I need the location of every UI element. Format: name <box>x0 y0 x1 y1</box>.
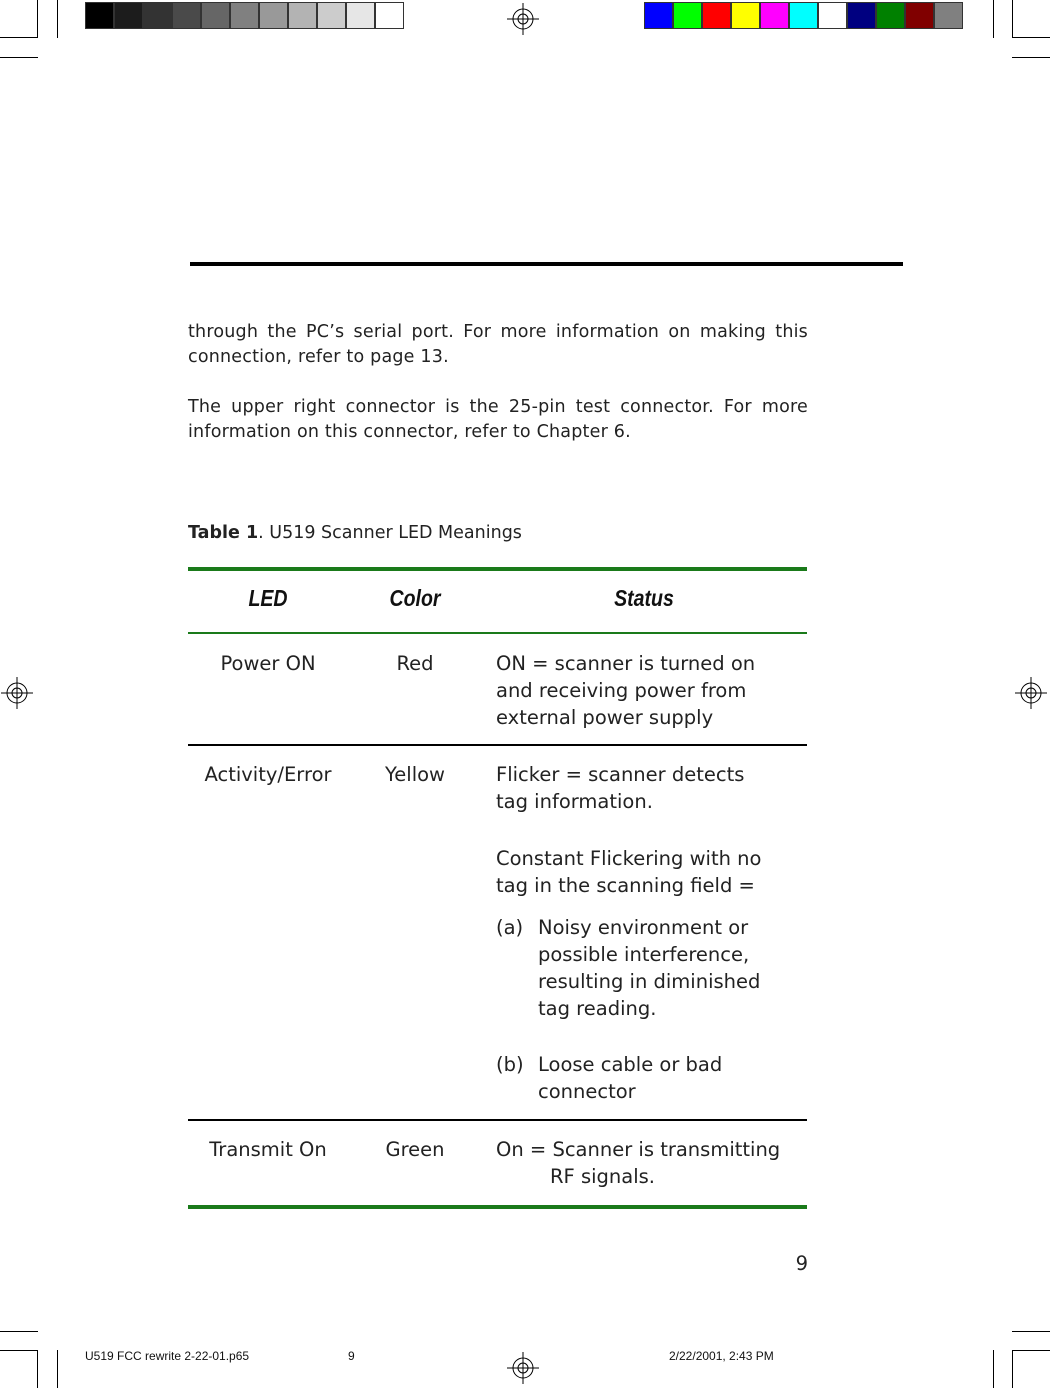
crop-mark <box>1012 0 1013 38</box>
status-list-item <box>496 914 806 1022</box>
color-swatch <box>644 2 673 29</box>
registration-mark-icon <box>507 3 539 35</box>
color-swatch <box>789 2 818 29</box>
page-number: 9 <box>795 1252 808 1275</box>
table-cell-status: ON = scanner is turned on and receiving power from external power supply <box>496 652 756 729</box>
table-header-rule <box>188 632 807 634</box>
crop-mark <box>0 57 38 58</box>
crop-mark <box>0 1331 38 1332</box>
color-swatch <box>934 2 963 29</box>
list-item-text: Noisy environment or possible interference, resulting in diminished tag reading. <box>538 916 761 1020</box>
color-swatch <box>346 2 375 29</box>
crop-mark <box>0 37 38 38</box>
color-swatch <box>905 2 934 29</box>
crop-mark <box>993 1350 994 1388</box>
crop-mark <box>37 0 38 38</box>
table-cell-status-detail: Constant Flickering with no tag in the scanning field = <box>496 847 762 897</box>
table-bottom-rule <box>188 1205 807 1209</box>
table-cell-color: Green <box>385 1138 445 1161</box>
crop-mark <box>1012 37 1050 38</box>
color-swatch <box>172 2 201 29</box>
table-cell-status-cont: RF signals. <box>550 1165 656 1188</box>
footer-datetime: 2/22/2001, 2:43 PM <box>669 1349 774 1363</box>
color-swatch <box>259 2 288 29</box>
color-swatch <box>818 2 847 29</box>
table-cell-led: Transmit On <box>209 1138 327 1161</box>
color-swatch <box>731 2 760 29</box>
color-swatch <box>847 2 876 29</box>
table-cell-status: Flicker = scanner detects tag information. <box>496 763 745 813</box>
registration-mark-icon <box>507 1352 539 1384</box>
color-swatch <box>85 2 114 29</box>
crop-mark <box>1012 1350 1013 1388</box>
color-swatch <box>143 2 172 29</box>
footer-file-name: U519 FCC rewrite 2-22-01.p65 <box>85 1349 250 1363</box>
table-top-rule <box>188 567 807 571</box>
color-swatch <box>673 2 702 29</box>
color-swatch <box>201 2 230 29</box>
header-rule <box>190 262 903 266</box>
status-list-item <box>496 1051 806 1105</box>
list-marker: (a) <box>496 916 524 939</box>
footer-page: 9 <box>348 1349 355 1363</box>
table-cell-color: Yellow <box>384 763 446 786</box>
header-color: Color <box>389 585 441 611</box>
color-swatch <box>760 2 789 29</box>
crop-mark <box>57 0 58 38</box>
table-cell-status: On = Scanner is transmitting <box>496 1138 781 1161</box>
row-divider <box>188 744 807 746</box>
color-swatch <box>114 2 143 29</box>
process-color-bar <box>644 2 963 29</box>
table-caption-label: Table 1 <box>188 523 259 543</box>
grayscale-color-bar <box>85 2 404 29</box>
table-cell-led: Activity/Error <box>204 763 332 786</box>
body-paragraph: The upper right connector is the 25-pin test connector. For more information on this connector, refer to Chapter 6. <box>188 397 808 442</box>
registration-mark-icon <box>1015 677 1047 709</box>
registration-mark-icon <box>1 677 33 709</box>
crop-mark <box>57 1350 58 1388</box>
crop-mark <box>1012 1350 1050 1351</box>
crop-mark <box>37 1350 38 1388</box>
crop-mark <box>0 1350 38 1351</box>
row-divider <box>188 1119 807 1121</box>
list-marker: (b) <box>496 1053 524 1076</box>
color-swatch <box>317 2 346 29</box>
color-swatch <box>702 2 731 29</box>
table-cell-led: Power ON <box>220 652 316 675</box>
color-swatch <box>375 2 404 29</box>
list-item-text: Loose cable or bad connector <box>538 1053 723 1103</box>
table-cell-color: Red <box>396 652 434 675</box>
color-swatch <box>288 2 317 29</box>
header-status: Status <box>614 585 674 611</box>
crop-mark <box>1012 1331 1050 1332</box>
crop-mark <box>993 0 994 38</box>
color-swatch <box>876 2 905 29</box>
body-paragraph: through the PC’s serial port. For more information on making this connection, refer to page 13. <box>188 322 808 367</box>
crop-mark <box>1012 57 1050 58</box>
header-led: LED <box>248 585 288 611</box>
table-caption <box>188 523 522 543</box>
color-swatch <box>230 2 259 29</box>
table-caption-text: . U519 Scanner LED Meanings <box>258 523 522 543</box>
